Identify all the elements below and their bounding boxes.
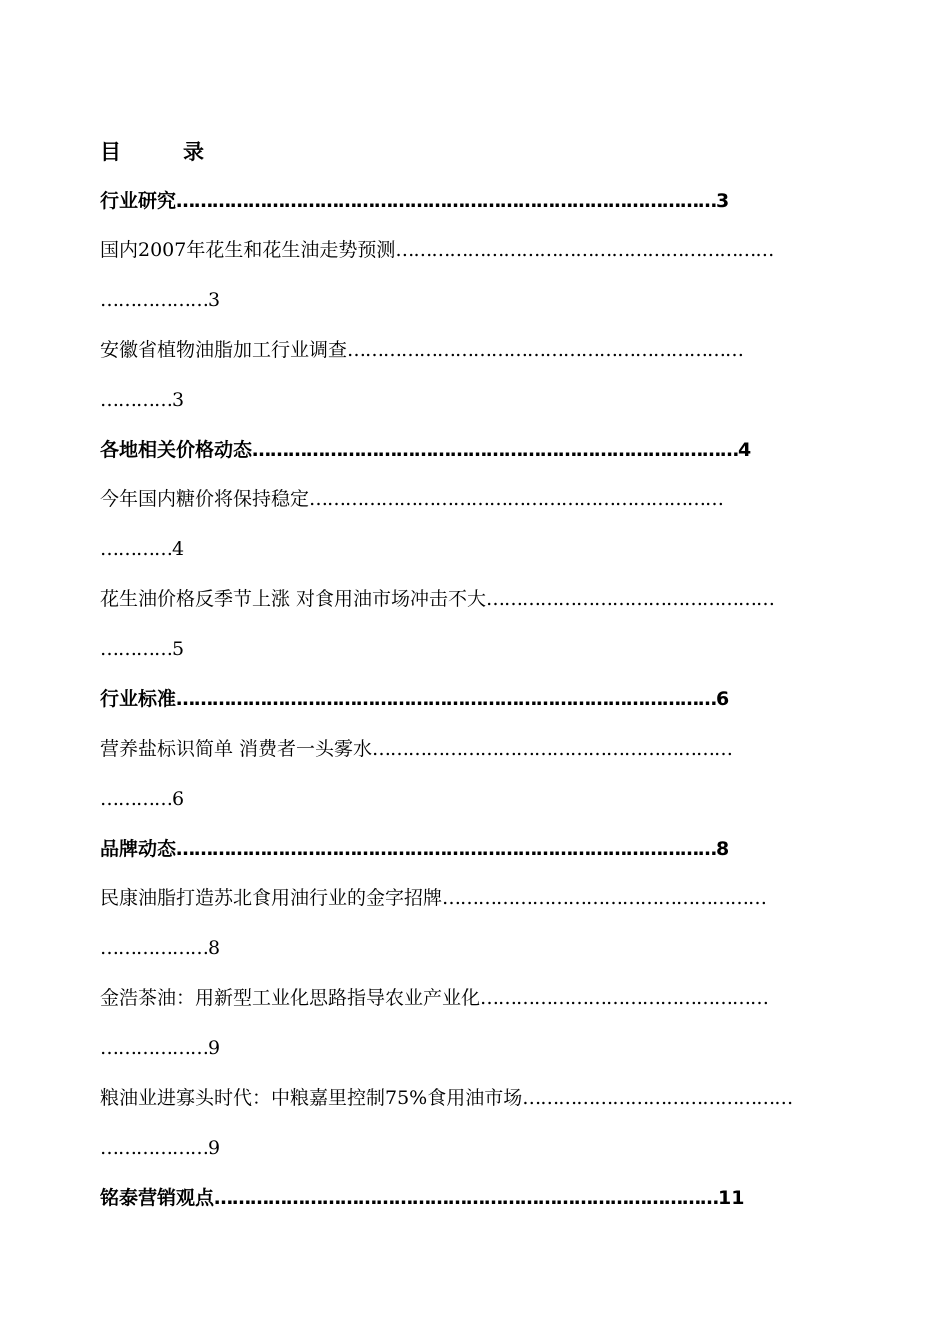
page-number: 3 — [172, 389, 185, 411]
toc-heading-char-1: 目 — [100, 140, 121, 164]
toc-section-entry[interactable]: 各地相关价格动态………………………………………………………………………4 — [100, 439, 752, 461]
page-number: 6 — [716, 688, 730, 710]
page-number: 8 — [208, 937, 221, 959]
toc-section-entry[interactable]: 铭泰营销观点…………………………………………………………………………11 — [100, 1187, 745, 1209]
page-number: 4 — [738, 439, 752, 461]
toc-article-entry[interactable]: 金浩茶油：用新型工业化思路指导农业产业化………………………………………… — [100, 987, 769, 1009]
toc-article-entry-continuation[interactable]: ………………3 — [100, 289, 221, 311]
page-number: 9 — [208, 1137, 221, 1159]
toc-section-entry[interactable]: 行业标准………………………………………………………………………………6 — [100, 688, 730, 710]
toc-article-entry-continuation[interactable]: …………6 — [100, 788, 185, 810]
toc-article-entry[interactable]: 安徽省植物油脂加工行业调查………………………………………………………… — [100, 339, 744, 361]
page-number: 11 — [718, 1187, 745, 1209]
toc-article-entry[interactable]: 花生油价格反季节上涨 对食用油市场冲击不大………………………………………… — [100, 588, 775, 610]
toc-heading — [100, 136, 204, 166]
page-number: 6 — [172, 788, 185, 810]
toc-article-entry-continuation[interactable]: ………………8 — [100, 937, 221, 959]
toc-heading-char-2: 录 — [183, 140, 204, 164]
toc-article-entry[interactable]: 营养盐标识简单 消费者一头雾水…………………………………………………… — [100, 738, 733, 760]
page-number: 4 — [172, 538, 185, 560]
toc-article-entry-continuation[interactable]: ………………9 — [100, 1037, 221, 1059]
toc-article-entry-continuation[interactable]: ………………9 — [100, 1137, 221, 1159]
toc-article-entry-continuation[interactable]: …………3 — [100, 389, 185, 411]
toc-article-entry[interactable]: 粮油业进寡头时代：中粮嘉里控制75%食用油市场……………………………………… — [100, 1087, 793, 1109]
page-number: 5 — [172, 638, 185, 660]
toc-section-entry[interactable]: 品牌动态………………………………………………………………………………8 — [100, 838, 730, 860]
toc-article-entry[interactable]: 民康油脂打造苏北食用油行业的金字招牌……………………………………………… — [100, 887, 767, 909]
toc-article-entry[interactable]: 今年国内糖价将保持稳定…………………………………………………………… — [100, 488, 724, 510]
toc-section-entry[interactable]: 行业研究………………………………………………………………………………3 — [100, 190, 730, 212]
page-number: 8 — [716, 838, 730, 860]
page-number: 3 — [208, 289, 221, 311]
toc-article-entry-continuation[interactable]: …………4 — [100, 538, 185, 560]
page-number: 3 — [716, 190, 730, 212]
toc-article-entry-continuation[interactable]: …………5 — [100, 638, 185, 660]
toc-article-entry[interactable]: 国内2007年花生和花生油走势预测……………………………………………………… — [100, 239, 774, 261]
page-number: 9 — [208, 1037, 221, 1059]
